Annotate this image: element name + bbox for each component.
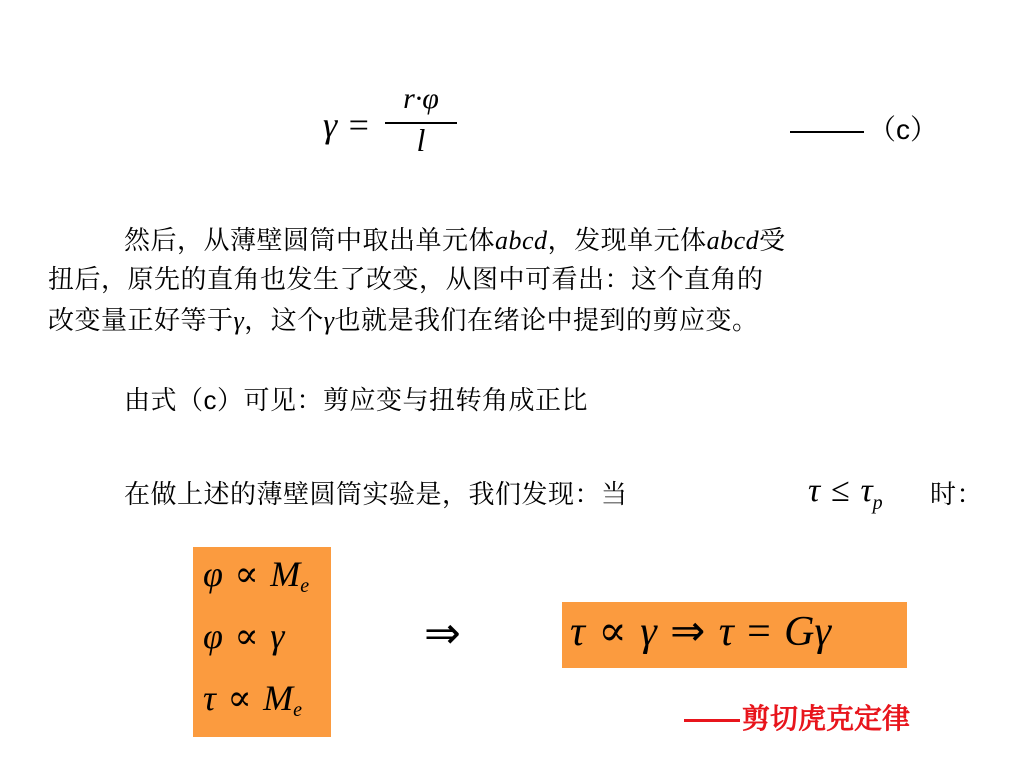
paragraph3: [124, 474, 628, 511]
implies-symbol: ⇒: [670, 606, 706, 655]
hooke-law-formula: [570, 606, 831, 656]
tau-symbol: τ: [718, 609, 734, 655]
equation-ref: c: [203, 385, 218, 415]
equation-label-text: （c）: [868, 114, 939, 145]
gamma-symbol: γ: [270, 616, 285, 656]
paragraph1-text: ，发现单元体: [547, 226, 707, 256]
proportionality-box: [193, 547, 331, 737]
paragraph2-text: ）可见：剪应变与扭转角成正比: [217, 386, 589, 416]
implies-arrow: ⇒: [424, 608, 461, 659]
proportional-symbol: ∝: [234, 554, 259, 594]
paragraph2-text: 由式（: [124, 386, 204, 416]
subscript-e: e: [293, 699, 303, 721]
prop-row-1: [203, 553, 309, 598]
gamma-symbol: γ: [640, 609, 657, 655]
equation-lhs: [323, 104, 369, 146]
fraction-denominator: l: [416, 122, 426, 158]
caption-dash: [684, 719, 740, 722]
paragraph1-text: 然后，从薄壁圆筒中取出单元体: [124, 226, 496, 256]
paragraph3-tail: 时：: [930, 480, 984, 510]
equation-label-dash: [790, 131, 864, 133]
equals-sign: =: [348, 105, 369, 145]
paragraph1-text: ，这个: [244, 306, 324, 336]
caption-text: 剪切虎克定律: [742, 702, 911, 735]
phi-symbol: φ: [203, 616, 223, 656]
equals-sign: =: [747, 609, 771, 655]
equation-label: [790, 108, 938, 148]
paragraph1-text: 受: [759, 226, 786, 256]
gamma-term: γ: [233, 306, 245, 335]
paragraph1-line3: [48, 300, 759, 337]
proportional-symbol: ∝: [234, 616, 259, 656]
phi-symbol: φ: [203, 554, 223, 594]
paragraph1-text: 改变量正好等于: [48, 306, 234, 336]
subscript-e: e: [300, 575, 310, 597]
gamma-term: γ: [323, 306, 335, 335]
equation-c: [323, 82, 463, 164]
paragraph1-text: 也就是我们在绪论中提到的剪应变。: [334, 306, 759, 336]
m-symbol: M: [263, 678, 294, 718]
hooke-law-box: [562, 602, 907, 668]
paragraph3-text: 在做上述的薄壁圆筒实验是，我们发现：当: [124, 480, 628, 510]
gamma-symbol: γ: [323, 105, 338, 145]
fraction-numerator: r·φ: [403, 82, 439, 115]
proportional-symbol: ∝: [227, 678, 252, 718]
tau-symbol: τ: [570, 609, 586, 655]
prop-row-2: [203, 615, 284, 657]
abcd-term: abcd: [706, 226, 760, 255]
g-gamma-term: Gγ: [784, 609, 832, 655]
tau-symbol: τ: [808, 472, 821, 509]
abcd-term: abcd: [495, 226, 548, 255]
subscript-p: p: [872, 491, 883, 514]
prop-row-3: [203, 677, 302, 722]
m-symbol: M: [270, 554, 301, 594]
tau-symbol: τ: [860, 472, 873, 509]
fraction: [383, 82, 459, 164]
paragraph2: [124, 380, 588, 417]
proportional-symbol: ∝: [598, 609, 627, 655]
tau-symbol: τ: [203, 678, 216, 718]
le-symbol: ≤: [830, 472, 850, 509]
paragraph1-line2: 扭后，原先的直角也发生了改变，从图中可看出：这个直角的: [48, 265, 764, 295]
hooke-law-caption: [684, 697, 910, 737]
condition-formula: [808, 470, 883, 515]
paragraph1-line1: [124, 220, 786, 257]
